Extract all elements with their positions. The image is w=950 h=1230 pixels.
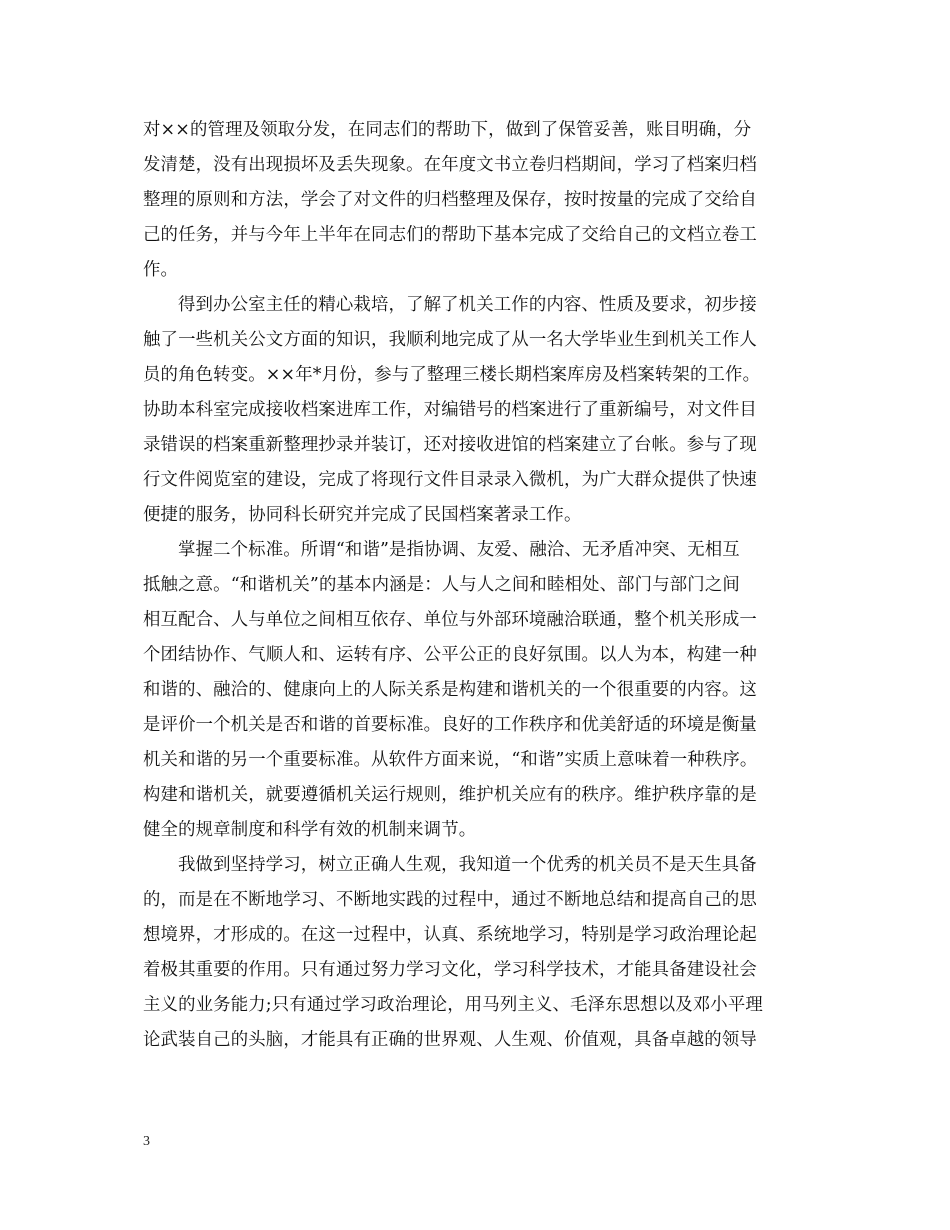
text-line: 论武装自己的头脑，才能具有正确的世界观、人生观、价值观，具备卓越的领导: [143, 1030, 757, 1050]
text-line: 的，而是在不断地学习、不断地实践的过程中，通过不断地总结和提高自己的思: [143, 890, 757, 910]
text-line: 抵触之意。“和谐机关”的基本内涵是：人与人之间和睦相处、部门与部门之间: [143, 575, 740, 595]
text-line: 对××的管理及领取分发，在同志们的帮助下，做到了保管妥善，账目明确，分: [143, 120, 752, 140]
text-line: 触了一些机关公文方面的知识，我顺利地完成了从一名大学毕业生到机关工作人: [143, 330, 757, 350]
text-line: 员的角色转变。××年*月份，参与了整理三楼长期档案库房及档案转架的工作。: [143, 365, 761, 385]
paragraph-first-line: 我做到坚持学习，树立正确人生观，我知道一个优秀的机关员不是天生具备: [178, 855, 757, 875]
text-line: 健全的规章制度和科学有效的机制来调节。: [143, 820, 477, 840]
text-line: 录错误的档案重新整理抄录并装订，还对接收进馆的档案建立了台帐。参与了现: [143, 435, 757, 455]
text-line: 相互配合、人与单位之间相互依存、单位与外部环境融洽联通，整个机关形成一: [143, 610, 757, 630]
text-line: 作。: [143, 260, 179, 280]
text-line: 发清楚，没有出现损坏及丢失现象。在年度文书立卷归档期间，学习了档案归档: [143, 155, 757, 175]
paragraph-first-line: 掌握二个标准。所谓“和谐”是指协调、友爱、融洽、无矛盾冲突、无相互: [178, 540, 740, 560]
text-line: 整理的原则和方法，学会了对文件的归档整理及保存，按时按量的完成了交给自: [143, 190, 757, 210]
text-line: 机关和谐的另一个重要标准。从软件方面来说，“和谐”实质上意味着一种秩序。: [143, 750, 758, 770]
paragraph-first-line: 得到办公室主任的精心栽培，了解了机关工作的内容、性质及要求，初步接: [178, 295, 757, 315]
text-line: 己的任务，并与今年上半年在同志们的帮助下基本完成了交给自己的文档立卷工: [143, 225, 757, 245]
text-line: 行文件阅览室的建设，完成了将现行文件目录录入微机，为广大群众提供了快速: [143, 470, 757, 490]
text-line: 着极其重要的作用。只有通过努力学习文化，学习科学技术，才能具备建设社会: [143, 960, 757, 980]
text-line: 构建和谐机关，就要遵循机关运行规则，维护机关应有的秩序。维护秩序靠的是: [143, 785, 757, 805]
text-line: 是评价一个机关是否和谐的首要标准。良好的工作秩序和优美舒适的环境是衡量: [143, 715, 757, 735]
page-number: 3: [143, 1134, 150, 1149]
text-line: 协助本科室完成接收档案进库工作，对编错号的档案进行了重新编号，对文件目: [143, 400, 757, 420]
text-line: 想境界，才形成的。在这一过程中，认真、系统地学习，特别是学习政治理论起: [143, 925, 757, 945]
text-line: 个团结协作、气顺人和、运转有序、公平公正的良好氛围。以人为本，构建一种: [143, 645, 757, 665]
text-line: 和谐的、融洽的、健康向上的人际关系是构建和谐机关的一个很重要的内容。这: [143, 680, 757, 700]
text-line: 便捷的服务，协同科长研究并完成了民国档案著录工作。: [143, 505, 582, 525]
text-line: 主义的业务能力;只有通过学习政治理论，用马列主义、毛泽东思想以及邓小平理: [143, 995, 763, 1015]
